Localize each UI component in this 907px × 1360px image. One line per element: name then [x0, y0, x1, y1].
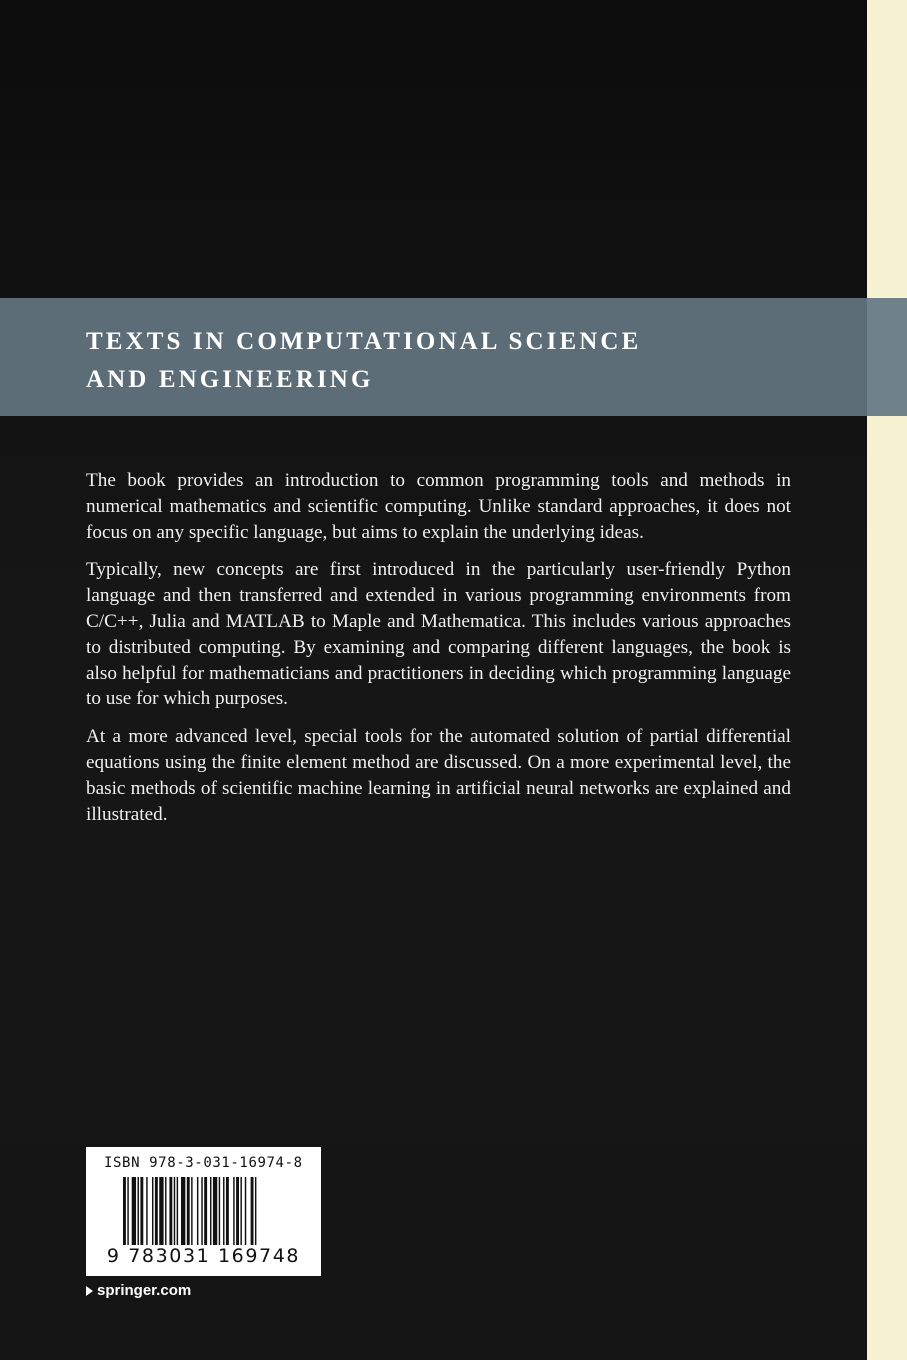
blurb-paragraph-1: The book provides an introduction to common programming tools and methods in numerical mathematics and scientific computing. Unlike standard approaches, it does not focus on any specific language, but aims to explain the underlying ideas.: [86, 470, 791, 543]
publisher-link[interactable]: [86, 1282, 191, 1299]
barcode-bar: [226, 1177, 229, 1245]
publisher-url: springer.com: [97, 1282, 192, 1299]
barcode-bar: [146, 1177, 147, 1245]
barcode-bar: [191, 1177, 192, 1245]
barcode-bar: [127, 1177, 128, 1245]
barcode-bar: [174, 1177, 175, 1245]
arrow-right-icon: [86, 1286, 93, 1296]
barcode-bar: [219, 1177, 220, 1245]
barcode-bar: [233, 1177, 234, 1245]
barcode-bar: [240, 1177, 241, 1245]
barcode-bar: [213, 1177, 217, 1245]
barcode-bar: [197, 1177, 198, 1245]
series-band-edge: [867, 298, 907, 416]
barcode-bar: [169, 1177, 172, 1245]
barcode-bar: [152, 1177, 153, 1245]
spine-strip: [867, 0, 907, 1360]
blurb-paragraph-3: At a more advanced level, special tools for the automated solution of partial differential equations using the finite element method are discussed. On a more experimental level, the basic methods of scientific machine learning in artificial neural networks are explained and illustrated.: [86, 726, 791, 825]
barcode-bar: [159, 1177, 163, 1245]
barcode-bar: [210, 1177, 211, 1245]
barcode-bar: [177, 1177, 178, 1245]
barcode-bar: [155, 1177, 158, 1245]
isbn-label: ISBN 978-3-031-16974-8: [104, 1155, 303, 1171]
barcode-bar: [123, 1177, 126, 1245]
barcode-bar: [140, 1177, 143, 1245]
barcode-bar: [204, 1177, 207, 1245]
barcode-digits: 9 783031 169748: [106, 1245, 301, 1267]
blurb-paragraph-2: Typically, new concepts are first introduced in the particularly user-friendly Python language and then transferred and extended in various programming environments from C/C++, Julia and MATLAB to Maple and Mathematica. This includes various approaches to distributed computing. By examining and comparing different languages, the book is also helpful for mathematicians and practitioners in deciding which programming language to use for which purposes.: [86, 559, 791, 710]
barcode-bar: [165, 1177, 166, 1245]
back-cover-blurb: [86, 468, 791, 839]
barcode-bar: [187, 1177, 190, 1245]
barcode-bar: [251, 1177, 254, 1245]
barcode-bar: [255, 1177, 256, 1245]
barcode-bar: [132, 1177, 136, 1245]
series-title-line-1: TEXTS IN COMPUTATIONAL SCIENCE: [86, 328, 642, 355]
isbn-barcode: [86, 1147, 321, 1276]
barcode-bar: [236, 1177, 239, 1245]
barcode-bar: [138, 1177, 139, 1245]
barcode-bar: [201, 1177, 202, 1245]
series-title-line-2: AND ENGINEERING: [86, 366, 374, 393]
barcode-bar: [181, 1177, 185, 1245]
series-title: [86, 323, 786, 399]
barcode-bar: [245, 1177, 246, 1245]
barcode-bar: [223, 1177, 224, 1245]
